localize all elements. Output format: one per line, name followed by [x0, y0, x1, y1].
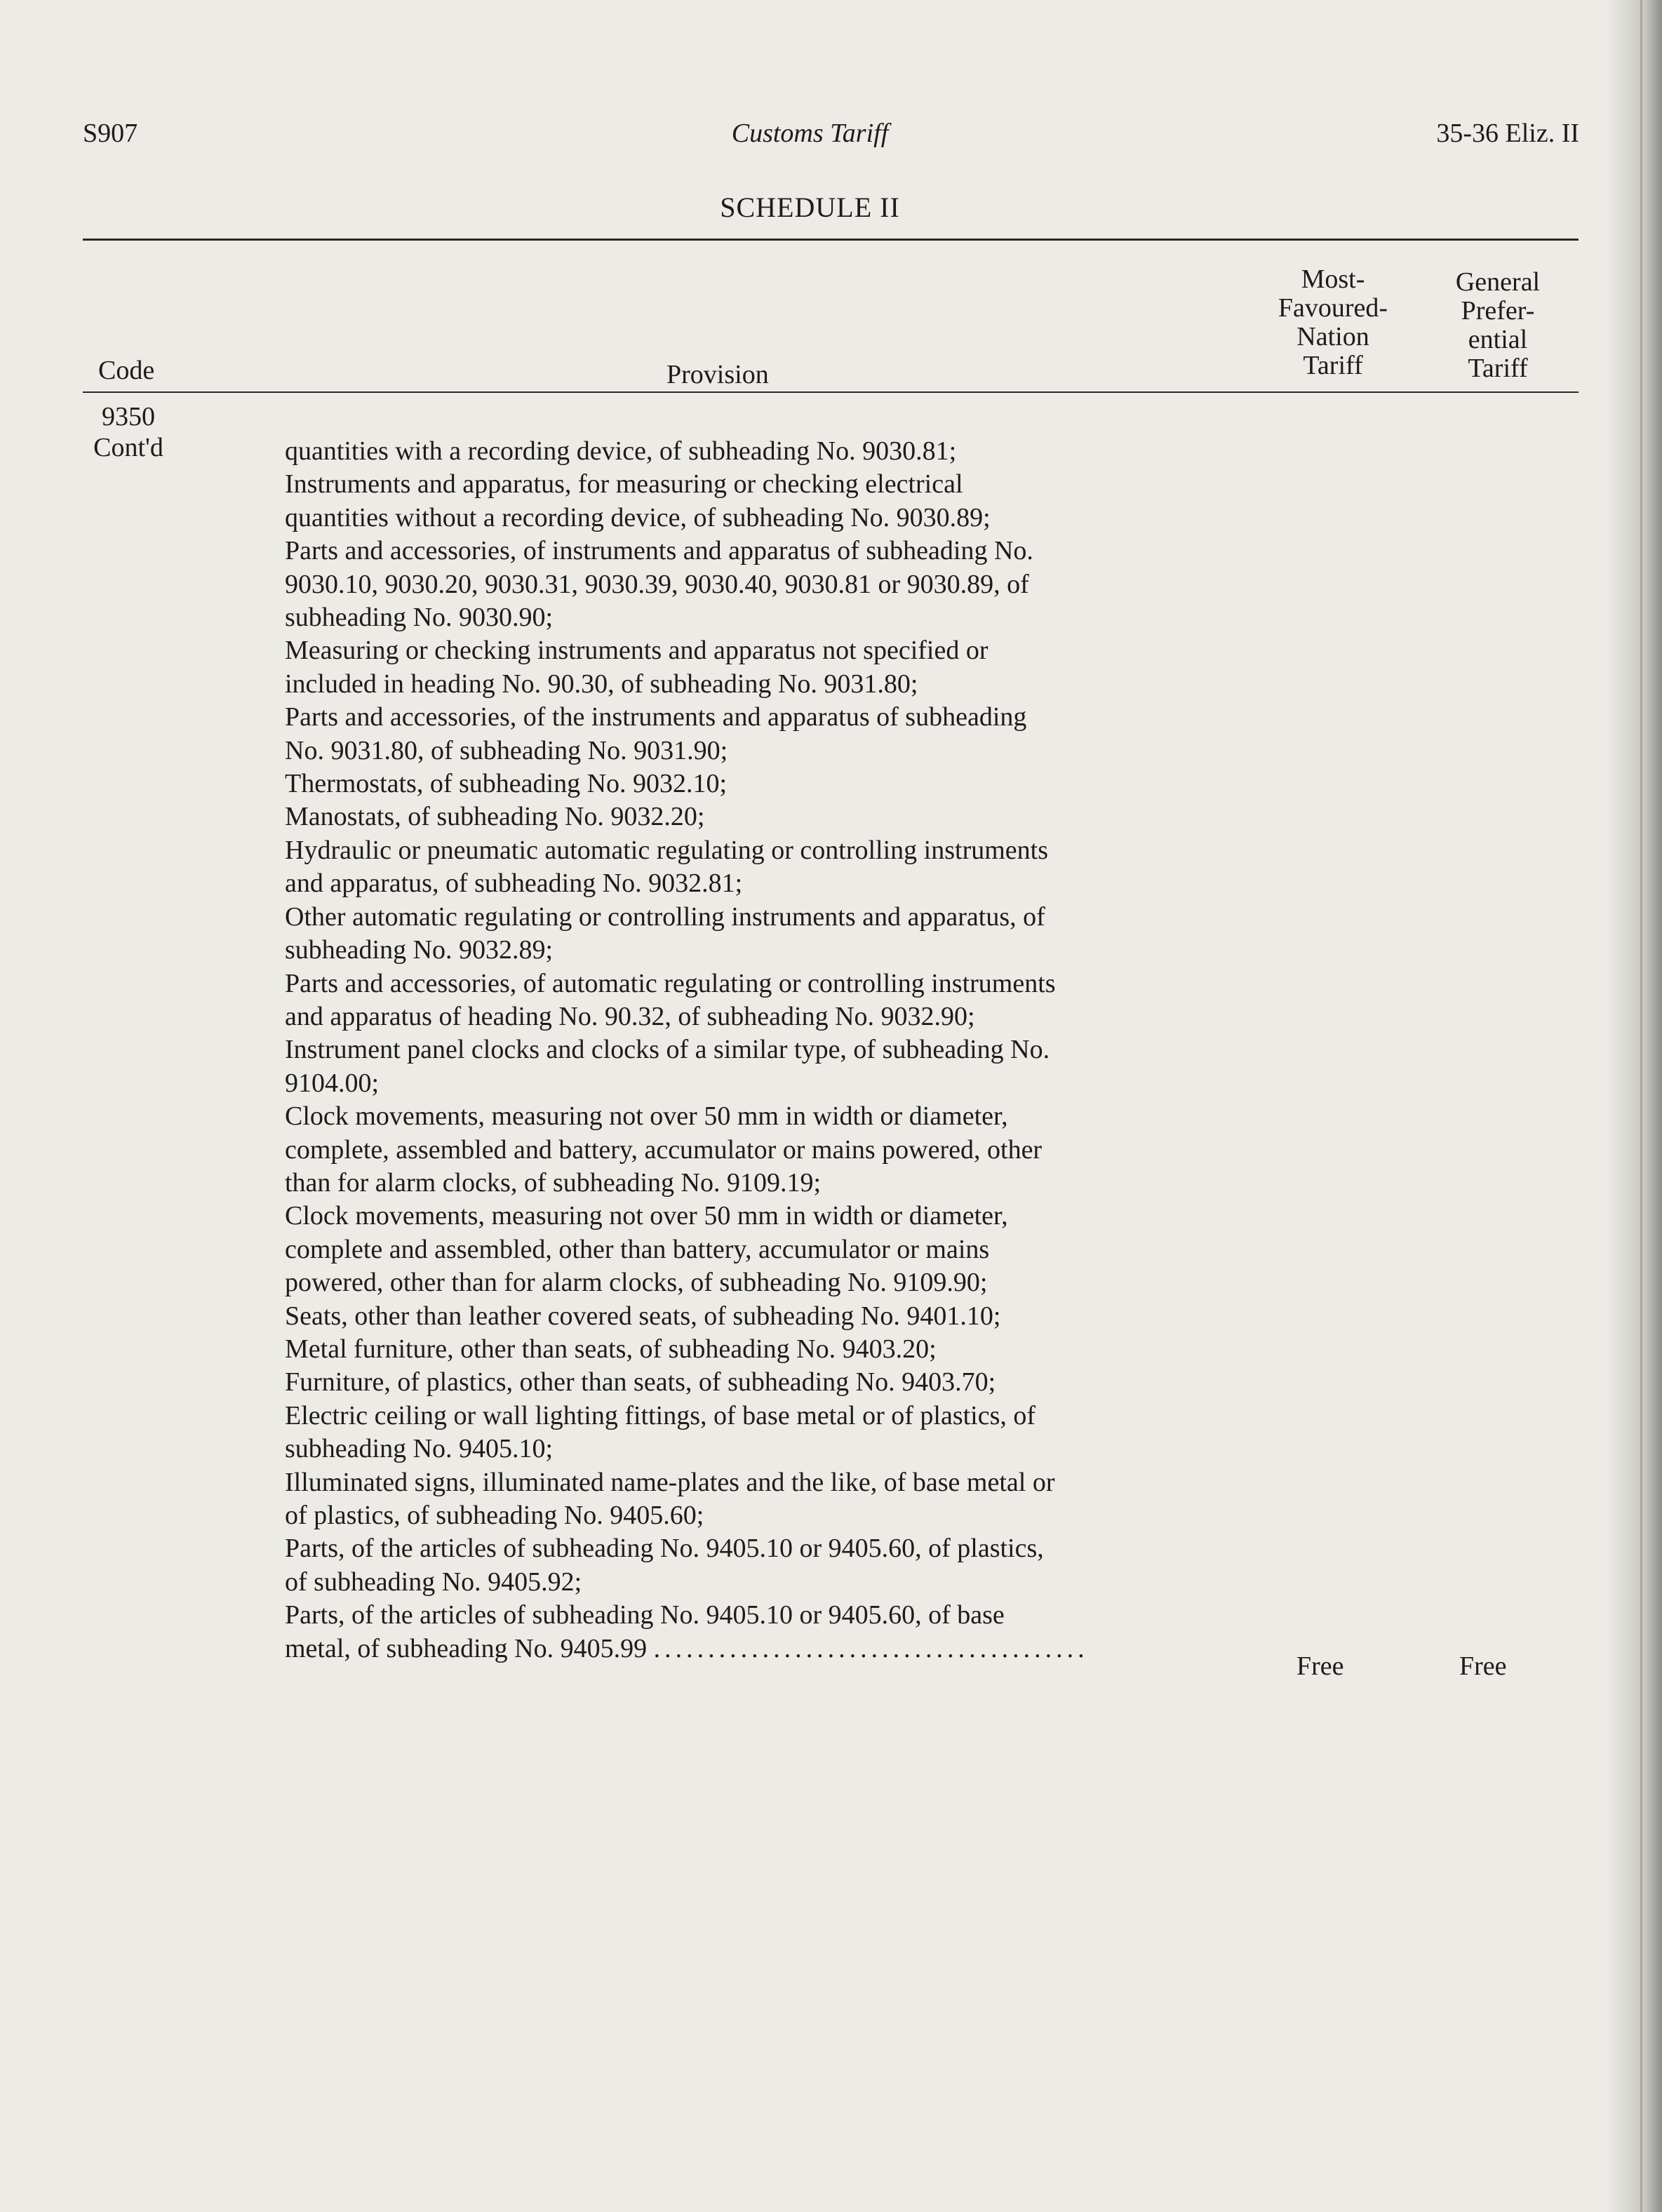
mfn-header-line: Favoured-	[1278, 293, 1388, 323]
provision-line: of subheading No. 9405.92;	[285, 1567, 582, 1597]
provision-line: Clock movements, measuring not over 50 mm in width or diameter,	[285, 1101, 1008, 1132]
gpt-rate: Free	[1459, 1651, 1507, 1681]
provision-line: powered, other than for alarm clocks, of subheading No. 9109.90;	[285, 1268, 988, 1298]
gpt-header-line: Prefer-	[1461, 296, 1535, 326]
provision-line: subheading No. 9032.89;	[285, 935, 554, 965]
provision-line: Manostats, of subheading No. 9032.20;	[285, 802, 705, 832]
provision-line: included in heading No. 90.30, of subheading No. 9031.80;	[285, 669, 918, 699]
provision-line: Clock movements, measuring not over 50 mm in width or diameter,	[285, 1201, 1008, 1231]
provision-line: Other automatic regulating or controlling instruments and apparatus, of	[285, 901, 1045, 932]
provision-line: quantities with a recording device, of subheading No. 9030.81;	[285, 436, 957, 466]
mfn-header-line: Most-	[1301, 264, 1365, 294]
provision-line: 9104.00;	[285, 1068, 380, 1098]
provision-line: Illuminated signs, illuminated name-plates and the like, of base metal or	[285, 1467, 1055, 1497]
provision-last-text: metal, of subheading No. 9405.99	[285, 1633, 648, 1663]
provision-line: and apparatus, of subheading No. 9032.81;	[285, 869, 743, 899]
provision-line: Electric ceiling or wall lighting fittings, of base metal or of plastics, of	[285, 1400, 1036, 1430]
provision-line: Measuring or checking instruments and apparatus not specified or	[285, 636, 989, 666]
provision-last-line	[285, 1633, 1253, 1665]
running-title: Customs Tariff	[731, 119, 889, 148]
provision-line: complete and assembled, other than battery, accumulator or mains	[285, 1234, 990, 1264]
provision-line: Thermostats, of subheading No. 9032.10;	[285, 769, 728, 799]
tariff-code: 9350	[102, 402, 155, 431]
provision-line: than for alarm clocks, of subheading No. 9109.19;	[285, 1167, 822, 1198]
tariff-code-continued: Cont'd	[93, 433, 163, 462]
provision-line: Parts, of the articles of subheading No. 9405.10 or 9405.60, of base	[285, 1600, 1005, 1630]
gpt-header-line: General	[1455, 267, 1541, 297]
provision-line: Parts and accessories, of the instruments and apparatus of subheading	[285, 702, 1027, 732]
session-reference: 35-36 Eliz. II	[1436, 119, 1579, 148]
mfn-header-line: Nation	[1296, 322, 1369, 351]
gpt-header-line: Tariff	[1468, 354, 1528, 383]
provision-line: 9030.10, 9030.20, 9030.31, 9030.39, 9030.40, 9030.81 or 9030.89, of	[285, 569, 1029, 599]
provision-line: Parts, of the articles of subheading No. 9405.10 or 9405.60, of plastics,	[285, 1534, 1044, 1564]
header-rule	[83, 391, 1579, 393]
provision-line: No. 9031.80, of subheading No. 9031.90;	[285, 735, 728, 765]
column-header-gpt-tariff	[1424, 268, 1571, 383]
provision-line: and apparatus of heading No. 90.32, of subheading No. 9032.90;	[285, 1001, 975, 1031]
provision-line: quantities without a recording device, of subheading No. 9030.89;	[285, 502, 991, 532]
provision-line: complete, assembled and battery, accumulator or mains powered, other	[285, 1134, 1043, 1165]
provision-line: Instrument panel clocks and clocks of a similar type, of subheading No.	[285, 1035, 1050, 1065]
provision-text	[285, 435, 1253, 1665]
page-number: S907	[83, 119, 138, 148]
tariff-code-cell	[83, 401, 174, 463]
dot-leader: ........................................	[653, 1633, 1089, 1663]
mfn-rate: Free	[1296, 1651, 1344, 1681]
provision-line: subheading No. 9030.90;	[285, 603, 554, 633]
provision-line: Hydraulic or pneumatic automatic regulating or controlling instruments	[285, 835, 1048, 865]
provision-line: Metal furniture, other than seats, of subheading No. 9403.20;	[285, 1334, 937, 1364]
mfn-header-line: Tariff	[1303, 351, 1363, 380]
provision-line: Parts and accessories, of automatic regulating or controlling instruments	[285, 968, 1056, 998]
provision-line: of plastics, of subheading No. 9405.60;	[285, 1501, 704, 1530]
provision-line: Seats, other than leather covered seats, of subheading No. 9401.10;	[285, 1301, 1001, 1331]
page-edge	[1640, 0, 1642, 2212]
provision-line: Furniture, of plastics, other than seats, of subheading No. 9403.70;	[285, 1367, 996, 1397]
page-gutter-shadow	[1606, 0, 1662, 2212]
provision-line: Instruments and apparatus, for measuring or checking electrical	[285, 469, 963, 500]
column-header-provision: Provision	[666, 360, 769, 389]
provision-line: subheading No. 9405.10;	[285, 1434, 554, 1464]
schedule-title: SCHEDULE II	[720, 192, 900, 223]
column-header-mfn-tariff	[1259, 265, 1407, 380]
column-header-code: Code	[98, 356, 155, 385]
top-rule	[83, 239, 1579, 241]
provision-line: Parts and accessories, of instruments and apparatus of subheading No.	[285, 536, 1033, 566]
gpt-header-line: ential	[1468, 325, 1528, 354]
